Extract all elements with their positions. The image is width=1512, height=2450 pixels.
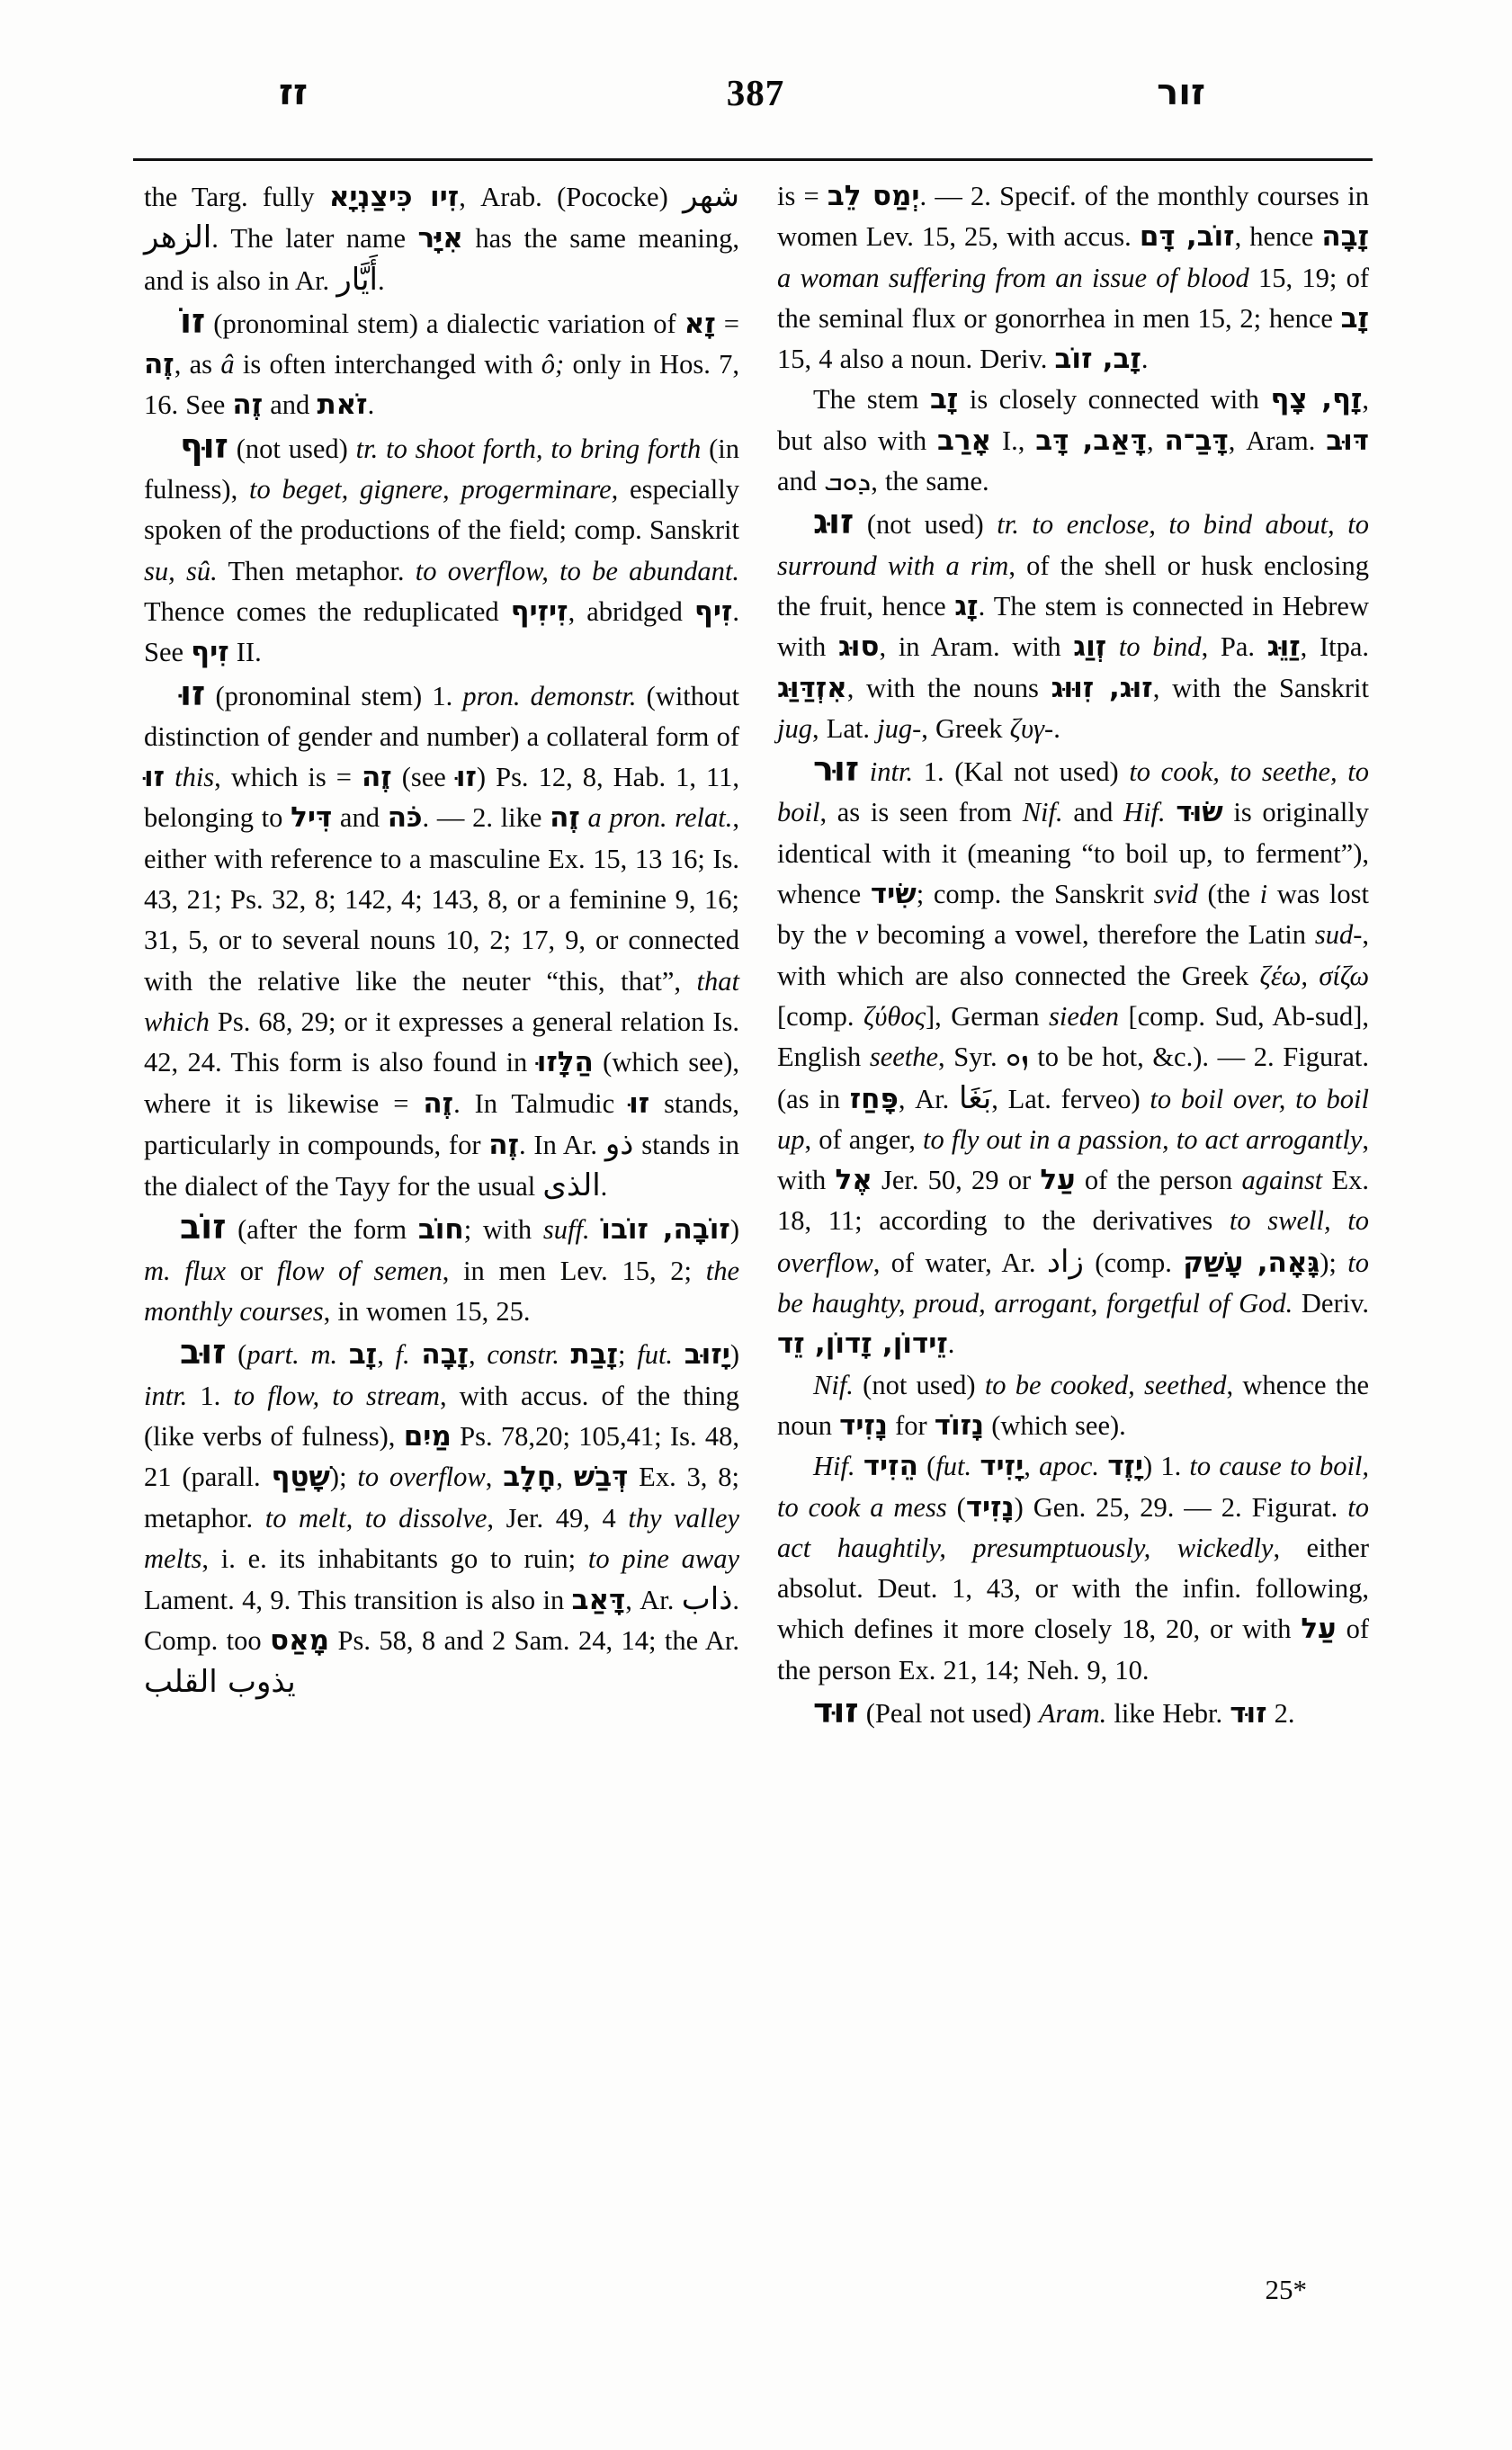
body-text: [855, 1451, 863, 1481]
gloss-text: this: [174, 762, 215, 793]
hebrew-word: גָּאָה, עָשַׁק: [1183, 1246, 1320, 1279]
body-text: , of the shell or husk enclosing the fruit, hence: [777, 550, 1369, 621]
hebrew-word: זְוַג: [1073, 630, 1107, 664]
body-text: Ps. 68, 29; or it expresses a general relation Is. 42, 24. This form is also found in: [144, 1006, 739, 1078]
header-rule: [133, 158, 1373, 161]
body-text: the Targ. fully: [144, 182, 329, 212]
hebrew-word: זָג: [954, 589, 979, 622]
hebrew-word: דִּיל: [291, 801, 333, 835]
hebrew-word: פָּחַז: [849, 1082, 899, 1115]
hebrew-word: זָבַת: [570, 1338, 619, 1372]
gloss-text: Hif.: [813, 1451, 855, 1482]
hebrew-word: יָזִיד: [980, 1450, 1024, 1483]
body-text: is often interchanged with: [234, 349, 541, 380]
body-text: (not used): [854, 509, 998, 541]
body-text: (pronominal stem) 1.: [205, 680, 463, 711]
entry-headword: זוּב: [180, 1332, 227, 1373]
body-text: , Arab. (Pococke): [459, 182, 684, 212]
gloss-text: to overflow, to be abundant.: [415, 555, 739, 586]
body-text: );: [329, 1462, 358, 1493]
hebrew-word: זִיזִיף: [510, 595, 568, 628]
body-text: , in Aram. with: [879, 631, 1074, 663]
hebrew-word: זַוֵּג: [1266, 630, 1301, 664]
hebrew-word: דּוּב: [1326, 424, 1369, 457]
hebrew-word: הַלָּזוּ: [536, 1046, 594, 1079]
body-text: [1099, 1451, 1107, 1481]
body-text: , in men Lev. 15, 2;: [442, 1255, 706, 1286]
body-text: and: [777, 466, 825, 497]
body-text: ,: [1024, 1451, 1040, 1482]
body-text: , Lat.: [811, 712, 878, 744]
entry-headword: זוּף: [180, 425, 228, 466]
two-column-body: [133, 176, 1374, 2272]
gloss-text: suff.: [542, 1214, 590, 1246]
entry-headword: זוֹב: [180, 1207, 227, 1247]
gloss-text: i: [1259, 879, 1268, 910]
body-text: . — 2. Specif. of the monthly courses in women Lev. 15, 25, with accus.: [777, 181, 1370, 253]
dictionary-entry: [777, 749, 1369, 1364]
body-text: . See: [144, 595, 739, 668]
body-text: Lament. 4, 9. This transition is also in: [144, 1585, 572, 1616]
entry-continuation: [144, 176, 739, 301]
gloss-text: sud-: [1314, 919, 1363, 951]
body-text: ;: [618, 1339, 638, 1371]
body-text: , of water, Ar.: [872, 1247, 1047, 1278]
syriac-word: ܕܘܒ: [824, 466, 872, 498]
body-text: ) Gen. 25, 29. — 2. Figurat.: [1014, 1491, 1348, 1523]
body-text: Thence comes the reduplicated: [144, 595, 511, 627]
body-text: [comp.: [777, 1000, 864, 1032]
hebrew-word: חָלָב: [503, 1461, 557, 1494]
entry-headword: זוּג: [813, 502, 854, 542]
body-text: (Peal not used): [858, 1697, 1039, 1729]
body-text: , with the Sanskrit: [1152, 672, 1369, 703]
hebrew-word: זֶה: [361, 761, 392, 794]
body-text: is closely connected with: [958, 384, 1271, 416]
greek-word: ζέω, σίζω: [1259, 960, 1369, 991]
dictionary-entry: [144, 1332, 739, 1703]
page-number: 387: [726, 72, 785, 113]
arabic-word: زاد: [1046, 1243, 1084, 1280]
body-text: ,: [1146, 425, 1165, 456]
hebrew-word: זֶה: [550, 801, 580, 835]
body-text: );: [1320, 1247, 1348, 1278]
hebrew-word: זוּ: [144, 761, 166, 794]
hebrew-word: זָב: [930, 383, 959, 416]
dictionary-entry: [777, 502, 1369, 749]
hebrew-word: זֶה: [232, 389, 264, 422]
hebrew-word: יָזוּב: [684, 1338, 730, 1372]
entry-headword: זוּר: [813, 749, 860, 790]
body-text: ; comp. the Sanskrit: [916, 879, 1154, 910]
body-text: ): [729, 1214, 739, 1246]
body-text: . — 2. like: [422, 802, 550, 834]
hebrew-word: נָזִיד: [839, 1408, 888, 1442]
body-text: stands in the dialect of the Tayy for the usual: [144, 1129, 739, 1203]
body-text: ; with: [463, 1214, 543, 1246]
hebrew-word: זָבָה: [421, 1338, 469, 1372]
body-text: .: [1053, 712, 1060, 744]
body-text: , of anger,: [804, 1123, 924, 1155]
body-text: , Aram.: [1228, 425, 1327, 456]
body-text: , Itpa.: [1300, 631, 1370, 663]
body-text: (not used): [853, 1369, 985, 1400]
left-column: [133, 176, 754, 2272]
hebrew-word: אִיָּר: [417, 222, 463, 255]
body-text: . In Ar.: [519, 1129, 605, 1160]
body-text: (see: [391, 762, 456, 793]
hebrew-word: זוּ: [455, 761, 477, 794]
hebrew-word: זוּד: [1230, 1696, 1267, 1730]
hebrew-word: כֹּה: [387, 801, 423, 835]
body-text: .: [378, 264, 385, 296]
gloss-text: a pron. relat.: [587, 802, 733, 834]
body-text: , in women 15, 25.: [323, 1296, 531, 1328]
gloss-text: apoc.: [1039, 1451, 1099, 1482]
gloss-text: to be cooked, seethed: [984, 1369, 1227, 1400]
body-text: 2.: [1266, 1697, 1295, 1729]
gloss-text: to flow, to stream: [233, 1380, 440, 1411]
hebrew-word: דְּבַשׁ: [573, 1461, 629, 1494]
entry-headword: זוֹ: [180, 300, 206, 341]
body-text: of the person Ex. 21, 14; Neh. 9, 10.: [777, 1614, 1369, 1685]
gloss-text: to swell, to overflow: [777, 1205, 1369, 1278]
hebrew-word: זָב: [348, 1338, 378, 1372]
arabic-word: يذوب القلب: [144, 1663, 296, 1700]
body-text: Then metaphor.: [217, 555, 416, 586]
body-text: Ex. 18, 11; according to the derivatives: [777, 1165, 1370, 1237]
body-text: . In Talmudic: [453, 1087, 630, 1119]
gloss-text: the monthly courses: [144, 1255, 739, 1328]
gloss-text: part. m.: [246, 1339, 338, 1371]
signature-mark: 25*: [1265, 2274, 1307, 2305]
body-text: , Greek: [921, 712, 1010, 744]
body-text: (: [917, 1451, 936, 1482]
body-text: , which is =: [214, 762, 362, 793]
gloss-text: to beget, gignere, progerminare,: [249, 474, 619, 505]
body-text: (the: [1197, 879, 1260, 910]
gloss-text: intr.: [869, 756, 914, 788]
hebrew-word: זוּ: [629, 1086, 650, 1120]
body-text: like Hebr.: [1106, 1697, 1230, 1729]
gloss-text: sieden: [1049, 1000, 1119, 1032]
body-text: , as: [174, 349, 221, 380]
body-text: , with: [777, 1123, 1369, 1196]
hebrew-word: זָא: [684, 307, 716, 340]
dictionary-entry: [144, 301, 739, 426]
body-text: [1106, 631, 1119, 662]
gloss-text: ô;: [541, 349, 565, 380]
running-head-left-catchword: זז: [279, 72, 309, 113]
body-text: Ps. 58, 8 and 2 Sam. 24, 14; the Ar.: [329, 1625, 739, 1657]
body-text: , abridged: [568, 595, 694, 627]
gloss-text: to fly out in a passion, to act arrogantly: [923, 1123, 1363, 1155]
gloss-text: svid: [1153, 879, 1198, 910]
entry-headword: זוּד: [813, 1690, 859, 1730]
gloss-text: pron. demonstr.: [462, 680, 637, 711]
hebrew-word: זָב, זוֹב: [1054, 343, 1141, 376]
entry-paragraph: [777, 380, 1369, 502]
gloss-text: to cause to boil, to cook a mess: [777, 1451, 1370, 1523]
hebrew-word: יְמַס לֵב: [827, 180, 920, 212]
body-text: . The later name: [211, 223, 418, 255]
gloss-text: jug-: [877, 712, 922, 744]
body-text: stands, particularly in compounds, for: [144, 1087, 739, 1160]
body-text: , either absolut. Deut. 1, 43, or with the infin. following, which defines it more closely 18, 20, or with: [777, 1532, 1369, 1645]
body-text: [859, 756, 870, 787]
gloss-text: seethe: [869, 1042, 939, 1073]
body-text: , Lat. ferveo): [991, 1083, 1150, 1114]
body-text: ,: [468, 1339, 488, 1371]
body-text: [165, 762, 174, 792]
body-text: , Ar.: [625, 1585, 682, 1616]
body-text: ) Ps. 12, 8, Hab. 1, 11, belonging to: [144, 762, 739, 834]
body-text: (after the form: [226, 1214, 418, 1246]
body-text: ,: [485, 1462, 504, 1493]
body-text: ) 1.: [1142, 1451, 1190, 1482]
body-text: [673, 1339, 684, 1370]
body-text: , Ar.: [898, 1083, 960, 1114]
gloss-text: to melt, to dissolve: [264, 1502, 488, 1533]
gloss-text: to overflow: [357, 1462, 486, 1493]
gloss-text: m. flux: [144, 1255, 227, 1286]
body-text: , with accus. of the thing (like verbs of fulness),: [144, 1380, 740, 1452]
body-text: , but also with: [777, 384, 1369, 456]
gloss-text: to be haughty, proud, arrogant, forgetful of God.: [777, 1247, 1369, 1319]
body-text: (pronominal stem) a dialectic variation of: [205, 308, 684, 339]
hebrew-word: דָּאַב: [571, 1584, 626, 1617]
body-text: [comp. Sud, Ab-sud], English: [777, 1000, 1369, 1073]
hebrew-word: שָׁטַף: [271, 1461, 330, 1494]
hebrew-word: עַל: [1301, 1613, 1337, 1646]
gloss-text: f.: [395, 1339, 410, 1371]
body-text: 15, 19; of the seminal flux or gonorrhea in men 15, 2; hence: [777, 262, 1369, 334]
body-text: [337, 1339, 349, 1370]
body-text: or: [226, 1255, 277, 1286]
hebrew-word: זָף, צָף: [1270, 383, 1363, 416]
hebrew-word: עַל: [1040, 1164, 1076, 1197]
hebrew-word: זֶה: [488, 1128, 519, 1161]
body-text: becoming a vowel, therefore the Latin: [868, 919, 1315, 951]
gloss-text: to bind: [1118, 631, 1202, 663]
hebrew-word: זֶה: [144, 348, 174, 381]
gloss-text: to act haughtily, presumptuously, wickedly: [777, 1491, 1369, 1563]
arabic-word: أَيَّار: [336, 261, 378, 298]
body-text: I.,: [991, 425, 1036, 456]
hebrew-word: דָּאַב, דָּב: [1035, 424, 1147, 457]
body-text: (not used): [228, 433, 356, 464]
body-text: 1. (Kal not used): [913, 756, 1130, 788]
dictionary-entry: [144, 426, 739, 674]
body-text: , the same.: [871, 466, 989, 497]
body-text: (without distinction of gender and number) a collateral form of: [144, 680, 739, 752]
body-text: [971, 1451, 980, 1481]
hebrew-word: סוּג: [837, 630, 880, 664]
body-text: , Pa.: [1201, 631, 1267, 663]
gloss-text: against: [1241, 1165, 1323, 1196]
body-text: , i. e. its inhabitants go to ruin;: [201, 1542, 588, 1574]
body-text: .: [947, 1328, 955, 1360]
body-text: has the same meaning, and is also in Ar.: [144, 223, 739, 296]
gloss-text: constr.: [487, 1339, 559, 1371]
gloss-text: v: [855, 919, 869, 951]
hebrew-word: דָּבַ־ה: [1164, 424, 1229, 457]
gloss-text: fut.: [935, 1451, 972, 1482]
hebrew-word: זוֹבָה, זוֹבוֹ: [601, 1213, 730, 1247]
body-text: Jer. 50, 29 or: [872, 1165, 1041, 1196]
entry-headword: זוּ: [180, 673, 206, 713]
body-text: [590, 1214, 602, 1245]
gloss-text: jug: [777, 712, 812, 744]
body-text: 1.: [187, 1380, 234, 1411]
gloss-text: Nif.: [1022, 797, 1063, 828]
gloss-text: tr. to shoot forth, to bring forth: [355, 433, 702, 464]
hebrew-word: זִיו כִּיצַנְיָא: [328, 181, 460, 213]
dictionary-entry: [777, 1691, 1369, 1734]
hebrew-word: זֶה: [423, 1086, 454, 1120]
gloss-text: to pine away: [587, 1542, 739, 1574]
body-text: for: [887, 1409, 935, 1441]
gloss-text: su, sû.: [144, 555, 218, 586]
running-head-right-catchword: זור: [1157, 72, 1205, 113]
body-text: (comp.: [1083, 1247, 1184, 1278]
body-text: 15, 4 also a noun. Deriv.: [777, 344, 1055, 375]
hebrew-word: אִזְדַּוַּג: [777, 671, 847, 704]
body-text: . Comp. too: [144, 1585, 740, 1657]
body-text: and: [263, 389, 318, 421]
body-text: [580, 802, 588, 833]
body-text: =: [715, 308, 739, 339]
hebrew-word: זֵידוֹן, זָדוֹן, זֵד: [777, 1328, 948, 1361]
gloss-text: tr. to enclose, to bind about, to surround with a rim: [777, 509, 1369, 581]
body-text: Deriv.: [1293, 1288, 1369, 1319]
hebrew-word: זִיף: [191, 636, 229, 669]
hebrew-word: נָזוֹד: [934, 1408, 985, 1442]
body-text: , hence: [1234, 221, 1322, 253]
gloss-text: that which: [144, 965, 739, 1037]
gloss-text: Nif.: [813, 1369, 854, 1400]
body-text: (which see), where it is likewise =: [144, 1047, 739, 1119]
entry-continuation: [777, 176, 1369, 380]
body-text: ,: [377, 1339, 396, 1371]
arabic-word: ذو: [604, 1125, 634, 1162]
body-text: Ex. 3, 8; metaphor.: [144, 1462, 740, 1533]
hebrew-word: יָזֶד: [1107, 1450, 1143, 1483]
body-text: (in fulness),: [144, 433, 739, 505]
body-text: and: [332, 802, 388, 834]
body-text: (: [946, 1491, 966, 1523]
hebrew-word: הֵזִיד: [863, 1450, 918, 1483]
body-text: , whence the noun: [777, 1369, 1369, 1441]
body-text: [559, 1339, 571, 1370]
dictionary-entry: [144, 674, 739, 1208]
gloss-text: Hif.: [1123, 797, 1166, 828]
body-text: . The stem is connected in Hebrew with: [777, 590, 1369, 663]
entry-paragraph: [777, 1446, 1369, 1691]
body-text: .: [1141, 344, 1149, 375]
arabic-word: الذى: [542, 1167, 601, 1204]
hebrew-word: מַיִם: [403, 1419, 452, 1453]
body-text: [410, 1339, 422, 1370]
body-text: [1166, 797, 1176, 827]
gloss-text: â: [220, 349, 235, 380]
body-text: .: [600, 1171, 608, 1203]
body-text: ,: [556, 1462, 574, 1493]
gloss-text: to cook, to seethe, to boil: [777, 756, 1370, 828]
body-text: , Syr.: [938, 1042, 1007, 1073]
hebrew-word: חוֹב: [417, 1213, 464, 1247]
greek-word: ζύθος: [863, 1000, 926, 1032]
gloss-text: to boil over, to boil up: [777, 1083, 1370, 1155]
body-text: , Jer. 49, 4: [487, 1502, 629, 1533]
gloss-text: thy valley melts: [144, 1502, 739, 1574]
body-text: The stem: [813, 384, 931, 416]
right-column: [754, 176, 1374, 2272]
body-text: ], German: [926, 1000, 1050, 1032]
body-text: was lost by the: [777, 879, 1369, 951]
arabic-word: شهر الزهر: [144, 178, 740, 256]
body-text: , as is seen from: [819, 797, 1023, 828]
body-text: of the person: [1075, 1165, 1242, 1196]
hebrew-word: אֶל: [835, 1164, 872, 1197]
body-text: Ps. 78,20; 105,41; Is. 48, 21 (parall.: [144, 1420, 739, 1493]
body-text: .: [367, 389, 375, 421]
arabic-word: ذاب: [681, 1581, 733, 1618]
arabic-word: بَغَا: [959, 1079, 992, 1116]
hebrew-word: נָזִיד: [965, 1490, 1015, 1524]
hebrew-word: אָרַב: [936, 424, 992, 457]
body-text: (: [226, 1339, 247, 1371]
gloss-text: intr.: [144, 1380, 188, 1411]
body-text: II.: [228, 637, 262, 668]
body-text: is =: [777, 181, 828, 211]
body-text: (which see).: [984, 1409, 1126, 1441]
hebrew-word: זָב: [1340, 301, 1369, 335]
hebrew-word: זִיף: [693, 595, 733, 628]
hebrew-word: שִׂיד: [870, 878, 917, 911]
hebrew-word: זָבָה: [1321, 220, 1369, 254]
hebrew-word: שׂוּד: [1176, 796, 1223, 829]
syriac-word: ܙܘ: [1006, 1042, 1029, 1074]
body-text: , with the nouns: [846, 672, 1051, 703]
gloss-text: fut.: [637, 1339, 674, 1371]
body-text: , either with reference to a masculine Ex. 15, 13 16; Is. 43, 21; Ps. 32, 8; 142, 4; 143, 8, or a feminine 9, 16; 31, 5, or to several nouns 10, 2; 17, 9, or connected with the relative like the neuter “this, that”,: [144, 802, 740, 997]
hebrew-word: זוּג, זִוּוּג: [1051, 671, 1153, 704]
gloss-text: Aram.: [1038, 1697, 1107, 1729]
body-text: , with which are also connected the Greek: [777, 919, 1369, 991]
hebrew-word: זֹאת: [317, 389, 368, 422]
entry-paragraph: [777, 1365, 1369, 1447]
hebrew-word: מָאַס: [270, 1624, 330, 1658]
body-text: especially spoken of the productions of the field; comp. Sanskrit: [144, 474, 739, 546]
dictionary-entry: [144, 1207, 739, 1332]
body-text: to be hot, &c.). — 2. Figurat. (as in: [777, 1042, 1369, 1114]
greek-word: ζυγ-: [1009, 712, 1054, 744]
hebrew-word: זוֹב, דָּם: [1139, 220, 1235, 254]
gloss-text: flow of semen: [276, 1255, 443, 1286]
running-head: [126, 70, 1385, 133]
body-text: ): [729, 1339, 740, 1371]
body-text: is originally identical with it (meaning “to boil up, to ferment”), whence: [777, 797, 1370, 910]
body-text: only in Hos. 7, 16. See: [144, 349, 739, 421]
body-text: and: [1062, 797, 1124, 828]
gloss-text: a woman suffering from an issue of blood: [777, 262, 1249, 293]
